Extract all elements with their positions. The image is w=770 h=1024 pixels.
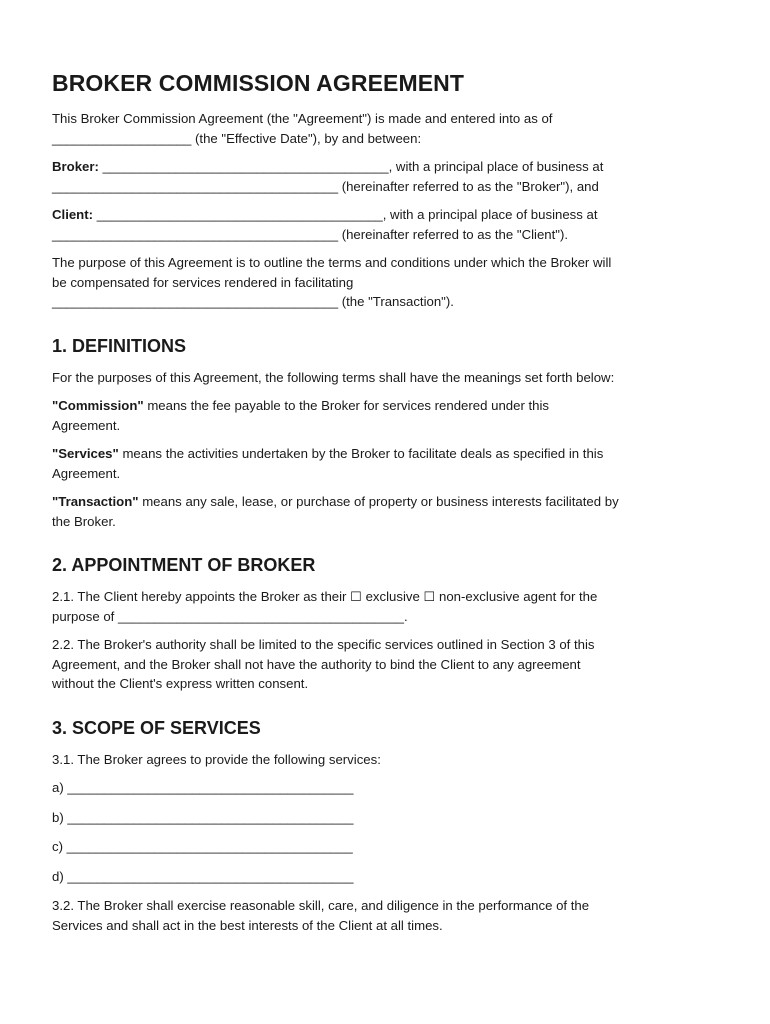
section-3-heading: 3. SCOPE OF SERVICES bbox=[52, 717, 261, 738]
document-title: BROKER COMMISSION AGREEMENT bbox=[52, 70, 465, 96]
intro-line-1: This Broker Commission Agreement (the "Agreement") is made and entered into as of bbox=[52, 111, 553, 126]
client-paragraph bbox=[52, 205, 732, 244]
definition-services bbox=[52, 444, 732, 483]
transaction-line-2: the Broker. bbox=[52, 513, 116, 529]
service-item-d: d) _______________________________________ bbox=[52, 868, 354, 884]
broker-paragraph bbox=[52, 157, 732, 196]
broker-label: Broker: bbox=[52, 159, 99, 174]
clause-3-1: 3.1. The Broker agrees to provide the following services: bbox=[52, 751, 381, 767]
purpose-paragraph bbox=[52, 253, 732, 312]
client-label: Client: bbox=[52, 207, 94, 222]
clause-2-1 bbox=[52, 587, 732, 626]
services-line-2: Agreement. bbox=[52, 465, 121, 481]
commission-line-2: Agreement. bbox=[52, 417, 121, 433]
transaction-term: "Transaction" bbox=[52, 494, 139, 509]
client-line-1 bbox=[52, 205, 732, 225]
section-2-heading: 2. APPOINTMENT OF BROKER bbox=[52, 555, 316, 575]
clause-2-2 bbox=[52, 635, 732, 694]
client-line-1-text: _______________________________________, with a principal place of business at bbox=[93, 207, 598, 222]
services-term: "Services" bbox=[52, 446, 119, 461]
clause-2-2-line-2: Agreement, and the Broker shall not have the authority to bind the Client to any agreement bbox=[52, 656, 581, 672]
clause-2-2-line-1: 2.2. The Broker's authority shall be limited to the specific services outlined in Section 3 of this bbox=[52, 637, 595, 652]
clause-3-2-line-2: Services and shall act in the best interests of the Client at all times. bbox=[52, 917, 443, 933]
services-line-1: means the activities undertaken by the Broker to facilitate deals as specified in this bbox=[118, 446, 604, 461]
clause-3-2-line-1: 3.2. The Broker shall exercise reasonable skill, care, and diligence in the performance of the bbox=[52, 898, 590, 913]
client-line-2: _______________________________________ (hereinafter referred to as the "Client"). bbox=[52, 226, 569, 242]
broker-line-1-text: _______________________________________, with a principal place of business at bbox=[98, 159, 604, 174]
document-page bbox=[52, 70, 732, 944]
purpose-line-2: be compensated for services rendered in facilitating bbox=[52, 274, 354, 290]
service-item-a: a) _______________________________________ bbox=[52, 780, 354, 795]
services-list bbox=[52, 778, 732, 886]
commission-term: "Commission" bbox=[52, 398, 144, 413]
intro-paragraph bbox=[52, 109, 732, 148]
clause-2-1-line-2: purpose of _______________________________________. bbox=[52, 608, 408, 624]
purpose-line-3: _______________________________________ (the "Transaction"). bbox=[52, 294, 454, 309]
transaction-line-1: means any sale, lease, or purchase of property or business interests facilitated by bbox=[138, 494, 619, 509]
broker-line-1 bbox=[52, 157, 732, 177]
clause-2-2-line-3: without the Client's express written consent. bbox=[52, 676, 309, 691]
clause-3-2 bbox=[52, 896, 732, 935]
definition-commission bbox=[52, 396, 732, 435]
broker-line-2: _______________________________________ (hereinafter referred to as the "Broker"), and bbox=[52, 178, 599, 194]
intro-line-2: ___________________ (the "Effective Date"), by and between: bbox=[52, 130, 422, 146]
service-item-c: c) _______________________________________ bbox=[52, 839, 353, 854]
purpose-line-1: The purpose of this Agreement is to outline the terms and conditions under which the Broker will bbox=[52, 255, 612, 270]
definition-transaction bbox=[52, 492, 732, 531]
section-1-heading: 1. DEFINITIONS bbox=[52, 335, 187, 356]
definitions-intro: For the purposes of this Agreement, the following terms shall have the meanings set forth below: bbox=[52, 369, 615, 385]
clause-2-1-line-1: 2.1. The Client hereby appoints the Broker as their ☐ exclusive ☐ non-exclusive agent for the bbox=[52, 589, 598, 604]
service-item-b: b) _______________________________________ bbox=[52, 809, 354, 825]
commission-line-1: means the fee payable to the Broker for services rendered under this bbox=[143, 398, 550, 413]
